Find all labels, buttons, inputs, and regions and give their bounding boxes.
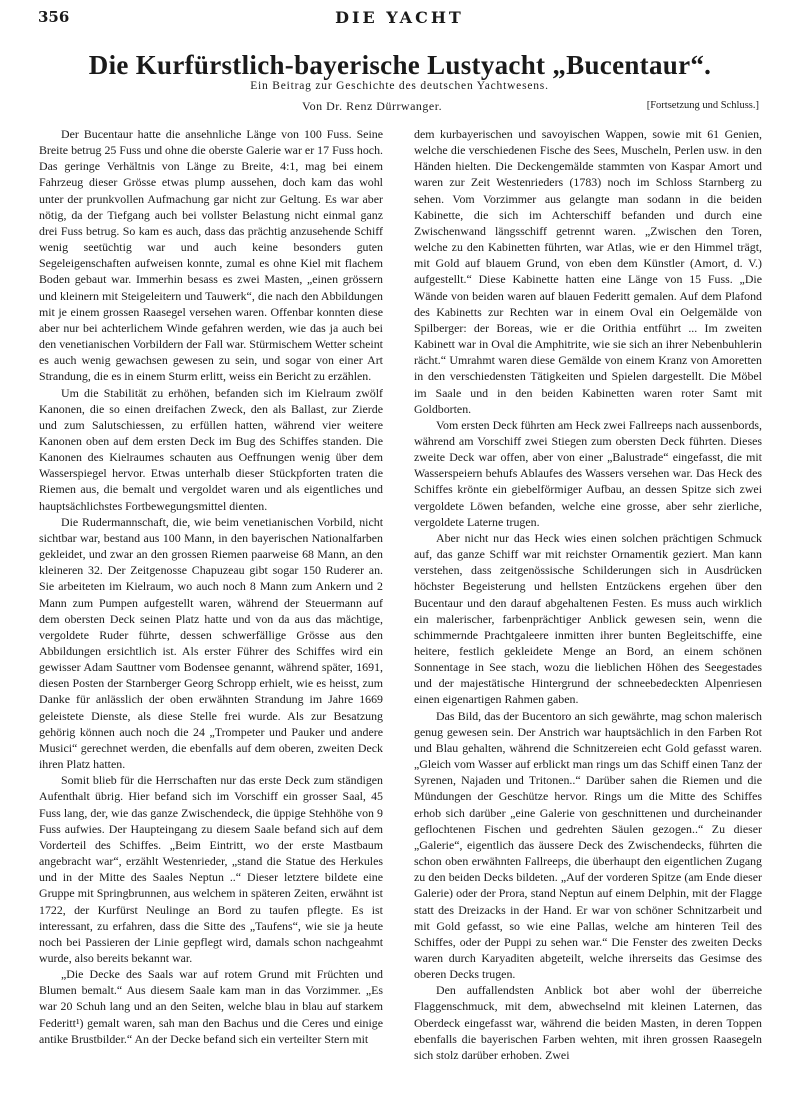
right-column <box>414 126 762 1063</box>
paragraph: Aber nicht nur das Heck wies einen solchen prächtigen Schmuck auf, das ganze Schiff war mit reichster Ornamentik geziert. Man kann verstehen, dass zeitgenössische Schilderungen sich in Ausdrücken höchster Begeisterung und hellsten Entzückens ergehen über den Bucentaur und den darauf abgehaltenen Festen. Es muss auch wirklich ein malerischer, farbenprächtiger Anblick gewesen sein, wenn die schimmernde Prachtgaleere inmitten ihrer bunten Begleitschiffe, eine heitere, festlich gekleidete Menge an Bord, an einem schönen Sonnentage in See stach, wozu die lieblichen Höhen des Seegestades und der majestätische Hintergrund der schneebedeckten Alpenriesen einen eigenartigen Rahmen gaben. <box>414 530 762 707</box>
paragraph: Der Bucentaur hatte die ansehnliche Länge von 100 Fuss. Seine Breite betrug 25 Fuss und ohne die oberste Galerie war er 17 Fuss hoch. Das geringe Verhältnis von Länge zu Breite, 4:1, mag bei einem Fahrzeug dieser Grösse etwas plump aussehen, doch kam das wohl unter der prunkvollen Aufmachung gar nicht zur Geltung. Es war aber nötig, da der Tiefgang auch bei vollster Belastung nicht einmal ganz drei Fuss betrug. So kam es auch, dass das prächtig anzusehende Schiff wenig seetüchtig war und auch keine besonders guten Segeleigenschaften aufweisen konnte, zumal es ohne Kiel mit flachem Boden gebaut war. Immerhin besass es zwei Masten, „einen grössern und kleinern mit Steigeleitern und Tauwerk“, die nach den Abbildungen mit je einem grossen Raasegel versehen waren. Offenbar konnten diese aber nur bei achterlichem Winde gefahren werden, wie das ja auch bei den venetianischen Vorbildern der Fall war. Stürmischem Wetter scheint es auch wenig gewachsen gewesen zu sein, und sogar von einer Art Strandung, die es in einem Sturm erlitt, weiss ein Bericht zu erzählen. <box>39 127 383 384</box>
page-number: 356 <box>38 8 70 26</box>
paragraph: Vom ersten Deck führten am Heck zwei Fallreeps nach aussenbords, während am Vorschiff zwei Stiegen zum obersten Deck führten. Dieses zweite Deck war offen, aber von einer „Balustrade“ eingefasst, die mit Wasserspeiern behufs Ablaufes des Wassers versehen war. Das Heck des Schiffes krönte ein giebelförmiger Aufbau, an dessen Spitze sich zwei vergoldete Löwen befanden, welche eine grosse, aber sehr zierliche, vergoldete Laterne trugen. <box>414 417 763 529</box>
paragraph: Den auffallendsten Anblick bot aber wohl der überreiche Flaggenschmuck, mit dem, abwechselnd mit kleinen Laternen, das Oberdeck eingefasst war, während die beiden Masten, in deren Toppen ebenfalls die bayerischen Farben wehten, mit ihren grossen Raasegeln sich stolz darüber erhoben. Zwei <box>414 983 762 1062</box>
left-column <box>39 126 383 1047</box>
paragraph: „Die Decke des Saals war auf rotem Grund mit Früchten und Blumen bemalt.“ Aus diesem Saale kam man in das Vorzimmer. „Es war 20 Schuh lang und an den Seiten, welche blau in blau auf starkem Federitt¹) gemalt waren, sah man den Bachus und die Ceres und einige antike Brustbilder.“ An der Decke befand sich ein verteilter Stern mit <box>39 967 383 1046</box>
author-byline: Von Dr. Renz Dürrwanger. <box>302 99 443 113</box>
paragraph: Die Rudermannschaft, die, wie beim venetianischen Vorbild, nicht sichtbar war, bestand aus 100 Mann, in den bayerischen Nationalfarben gekleidet, und zwar an den grossen Riemen paarweise 68 Mann, an den kleineren 32. Der Zeitgenosse Chapuzeau gibt sogar 150 Ruderer an. Sie arbeiteten im Kielraum, wo auch noch 8 Mann zum Ankern und 2 Mann zum Pumpen aufgestellt waren, während der Steuermann auf dem obersten Deck seinen Platz hatte und von da aus das mächtige, vergoldete Ruder führte, dessen schwerfällige Grösse aus den Abbildungen ersichtlich ist. Als erster Führer des Schiffes wird ein gewisser Adam Sauttner vom Bodensee genannt, während später, 1691, diesen Posten der Starnberger Georg Schropp erhielt, wie es heisst, zum Danke für anlässlich der oben erwähnten Strandung im Jahre 1669 geleistete Dienste, als diese Stelle frei wurde. Als zur Besatzung gehörig können auch noch die 24 „Trompeter und Pauker und andere Musici“ gerechnet werden, die ebenfalls auf dem oberen, zweiten Deck ihren Platz hatten. <box>39 514 383 772</box>
paragraph: Um die Stabilität zu erhöhen, befanden sich im Kielraum zwölf Kanonen, die so einen dreifachen Zweck, den als Ballast, zur Zierde und zum Salutschiessen, zu erfüllen hatten, während vier weitere Kanonen oben auf dem ersten Deck im Bug des Schiffes standen. Die Kanonen des Kielraumes schauten aus Oeffnungen wenig über dem Wasserspiegel hervor. Etwas unterhalb dieser Stückpforten traten die Riemen aus, die bemalt und vergoldet waren und als eigentliches und hauptsächlichstes Fortbewegungsmittel dienten. <box>39 385 383 513</box>
running-header: DIE YACHT <box>335 8 464 27</box>
paragraph: dem kurbayerischen und savoyischen Wappen, sowie mit 61 Genien, welche die verschiedenen Fische des Sees, Muscheln, Perlen usw. in den Händen hielten. Die Deckengemälde stammten von Kaspar Amort und waren zur Zeit Westenrieders (1783) noch im Schloss Starnberg zu sehen. Vom Vorzimmer aus gelangte man sodann in die beiden Kabinette, die sich im Achterschiff befanden und durch eine Zwischenwand längsschiff getrennt waren. „Zwischen den Toren, welche zu den Kabinetten führten, war Atlas, wie er den Himmel trägt, mit Gold auf blauem Grund, von eben dem Künstler (Amort, d. V.) aufgestellt.“ Diese Kabinette hatten eine Länge von 15 Fuss. „Die Wände von beiden waren auf blauen Federitt gemalen. Auf dem Plafond des Kabinetts zur Rechten war in einem Oval ein Oelgemälde von Spilberger: der Boreas, wie er die Orithia entführt ... Im zweiten Kabinett war in Oval die Amphitrite, wie sie sich an ihrer Nebenbuhlerin rächt.“ Umrahmt waren diese Gemälde von einem Kranz von Amoretten in den verschiedensten Tätigkeiten und Spielen dargestellt. Die Möbel im Saale und in den beiden Kabinetten waren roter Samt mit Goldborten. <box>414 127 762 416</box>
article-title: Die Kurfürstlich-bayerische Lustyacht „Bucentaur“. <box>88 50 712 80</box>
paragraph: Somit blieb für die Herrschaften nur das erste Deck zum ständigen Aufenthalt übrig. Hier befand sich im Vorschiff ein grosser Saal, 45 Fuss lang, der, wie das ganze Zwischendeck, die üppige Stehhöhe von 9 Fuss aufwies. Der Haupteingang zu diesem Saale befand sich auf dem Vorderteil des Schiffes. „Beim Eintritt, wo der erste Mastbaum angebracht war“, erzählt Westenrieder, „stand die Statue des Herkules und in der Mitte des Saales Neptun ..“ Dieser letztere bildete eine Gruppe mit Springbrunnen, aus welchem in späteren Zeiten, erwähnt ist 1722, der Kurfürst Neulinge an Bord zu taufen pflegte. Es ist interessant, zu erfahren, dass die Sitte des „Taufens“, wie sie ja heute noch bei Passieren der Linie gepflegt wird, damals schon nachgeahmt wurde, also bereits bekannt war. <box>39 773 383 965</box>
continuation-note: [Fortsetzung und Schluss.] <box>646 100 759 111</box>
paragraph: Das Bild, das der Bucentoro an sich gewährte, mag schon malerisch genug gewesen sein. Der Anstrich war hauptsächlich in den Farben Rot und Blau gehalten, während die Schnitzereien echt Gold gefasst waren. „Gleich vom Wasser auf erblickt man rings um das Schiff einen Tanz der Syrenen, Najaden und Tritonen..“ Darüber sahen die Riemen und die Mündungen der Geschütze hervor. Rings um die Mitte des Schiffes erhob sich darüber „eine Galerie von geschnittenen und durcheinander geflochtenen Fischen und gedrehten Säulen gezogen..“ Zu dieser „Galerie“, eigentlich das äussere Deck des Zwischendecks, führten die schon oben erwähnten Fallreeps, die überhaupt den eigentlichen Zugang zu den beiden Decks bildeten. „Auf der vorderen Spitze (am Ende dieser Galerie) oder der Prora, stand Neptun auf einem Delphin, mit der Flagge statt des Dreizacks in der Hand. Er war von schöner Schnitzarbeit und mit Gold gefasst, so wie eine Pallas, welche am hinteren Teil des Schiffes, oder der Puppi zu sehen war.“ Die Fenster des zweiten Decks waren durch Karyaditen abgeteilt, welche ihrerseits das Gesimse des oberen Decks trugen. <box>414 708 762 982</box>
article-subtitle: Ein Beitrag zur Geschichte des deutschen Yachtwesens. <box>250 80 549 92</box>
